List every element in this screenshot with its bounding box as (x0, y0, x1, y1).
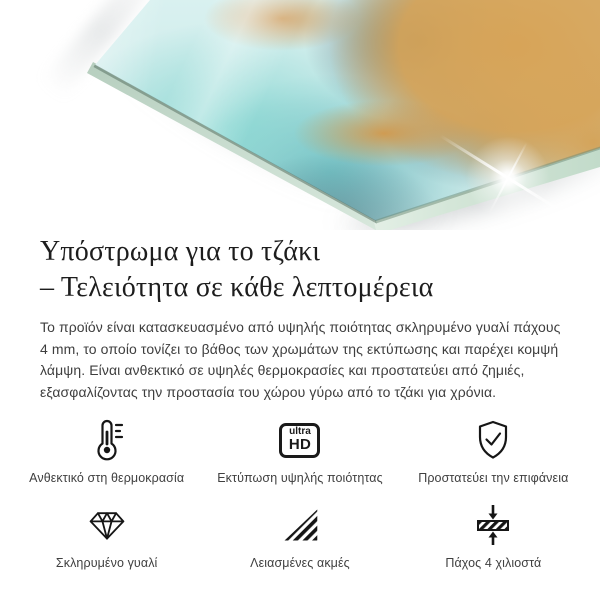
thickness-icon (471, 502, 515, 548)
feature-label: Λειασμένες ακμές (250, 556, 350, 570)
ultra-hd-badge (279, 423, 320, 458)
feature-tempered-glass (10, 502, 203, 570)
badge-text-ultra: ultra (289, 426, 311, 438)
feature-label: Πάχος 4 χιλιοστά (445, 556, 542, 570)
product-photo (0, 0, 600, 230)
feature-label: Σκληρυμένο γυαλί (55, 556, 158, 570)
thermometer-icon (85, 417, 129, 463)
title-line-1: Υπόστρωμα για το τζάκι (40, 236, 321, 267)
content-section (0, 230, 600, 570)
ultra-hd-icon (279, 417, 320, 463)
feature-print-quality (203, 417, 396, 485)
polished-edges-icon (280, 502, 320, 548)
shield-check-icon (471, 417, 515, 463)
feature-label: Ανθεκτικό στη θερμοκρασία (29, 471, 185, 485)
feature-polished-edges (203, 502, 396, 570)
feature-temperature (10, 417, 203, 485)
page-title (40, 234, 560, 306)
feature-grid (10, 417, 590, 570)
feature-label: Προστατεύει την επιφάνεια (418, 471, 569, 485)
feature-thickness (397, 502, 590, 570)
product-description: Το προϊόν είναι κατασκευασμένο από υψηλής ποιότητας σκληρυμένο γυαλί πάχους 4 mm, το οποίο τονίζει το βάθος των χρωμάτων της εκτύπωσης και παρέχει κομψή λάμψη. Είναι ανθεκτικό σε υψηλές θερμοκρασίες και προστατεύει από ζημιές, εξασφαλίζοντας την προστασία του χώρου γύρω από το τζάκι για χρόνια. (40, 319, 561, 400)
badge-text-hd: HD (288, 436, 312, 454)
sparkle-glow (461, 131, 556, 226)
title-line-2: – Τελειότητα σε κάθε λεπτομέρεια (40, 272, 434, 303)
diamond-icon (85, 502, 129, 548)
feature-label: Εκτύπωση υψηλής ποιότητας (217, 471, 383, 485)
feature-surface-protection (397, 417, 590, 485)
